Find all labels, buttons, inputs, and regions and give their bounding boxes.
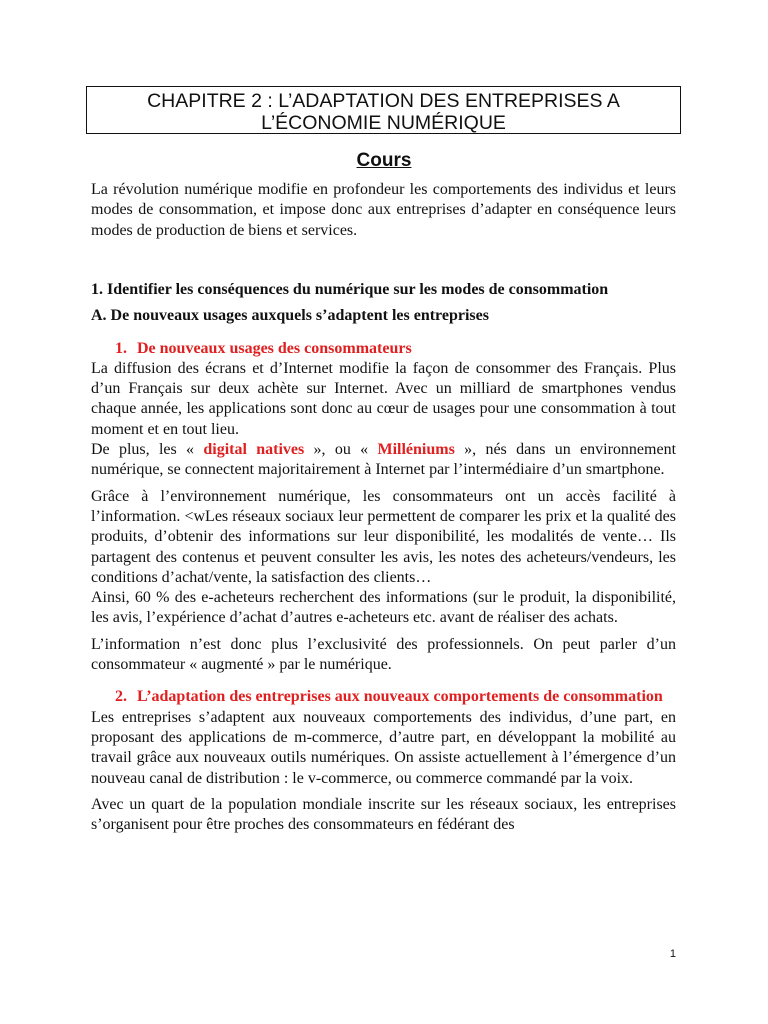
chapter-title-box [86, 86, 681, 134]
intro-block [91, 180, 676, 241]
chapter-title-line2: L’ÉCONOMIE NUMÉRIQUE [261, 112, 506, 134]
paragraph-3: Grâce à l’environnement numérique, les consommateurs ont un accès facilité à l’information. <wLes réseaux sociaux leur permettent de comparer les prix et la qualité des produits, d’obtenir des informations sur leur disponibilité, les modalités de vente… Ils partagent des contenus et peuvent consulter les avis, les notes des acheteurs/vendeurs, les conditions d’achat/vente, la satisfaction des clients… [91, 487, 676, 586]
paragraph-7: Avec un quart de la population mondiale inscrite sur les réseaux sociaux, les entreprises s’organisent pour être proches des consommateurs en fédérant des [91, 795, 676, 834]
paragraph-1: La diffusion des écrans et d’Internet modifie la façon de consommer des Français. Plus d’un Français sur deux achète sur Internet. Avec un milliard de smartphones vendus chaque année, les applications sont donc au cœur de usages pour une consommation à tout moment et en tout lieu. [91, 359, 676, 438]
section-label: Cours [356, 150, 412, 171]
page-number: 1 [669, 948, 676, 960]
subheading-1 [91, 339, 676, 359]
paragraph-4: Ainsi, 60 % des e-acheteurs recherchent des informations (sur le produit, la disponibilité, les avis, l’expérience d’achat d’autres e-acheteurs etc. avant de réaliser des achats. [91, 589, 676, 627]
term-digital-natives: digital natives [203, 441, 305, 459]
subheading-2 [91, 687, 676, 707]
subheading-2-number: 2. [115, 688, 127, 706]
subheading-2-title: L’adaptation des entreprises aux nouveaux comportements de consommation [137, 688, 663, 706]
intro-paragraph: La révolution numérique modifie en profondeur les comportements des individus et leurs modes de consommation, et impose donc aux entreprises d’adapter en conséquence leurs modes de production de biens et services. [91, 181, 676, 239]
term-milleniums: Milléniums [377, 441, 455, 459]
p2-after: », nés dans un environnement numérique, se connectent majoritairement à Internet par l’intermédiaire d’un smartphone. [91, 441, 677, 479]
paragraph-6: Les entreprises s’adaptent aux nouveaux comportements des individus, d’une part, en proposant des applications de m-commerce, d’autre part, en développant la mobilité au travail grâce aux nouveaux outils numériques. On assiste actuellement à l’émergence d’un nouveau canal de distribution : le v-commerce, ou commerce commandé par la voix. [91, 708, 676, 787]
paragraph-2 [91, 440, 676, 481]
main-content [91, 280, 676, 835]
p2-middle: », ou « [304, 441, 378, 459]
heading-a: A. De nouveaux usages auxquels s’adaptent les entreprises [91, 307, 489, 325]
subheading-1-number: 1. [115, 339, 127, 357]
chapter-title-line1: CHAPITRE 2 : L’ADAPTATION DES ENTREPRISES A [147, 90, 620, 112]
paragraph-5: L’information n’est donc plus l’exclusivité des professionnels. On peut parler d’un consommateur « augmenté » par le numérique. [91, 635, 676, 674]
heading-1: 1. Identifier les conséquences du numérique sur les modes de consommation [91, 281, 609, 298]
subheading-1-title: De nouveaux usages des consommateurs [137, 339, 412, 357]
p2-before: De plus, les « [91, 441, 204, 459]
